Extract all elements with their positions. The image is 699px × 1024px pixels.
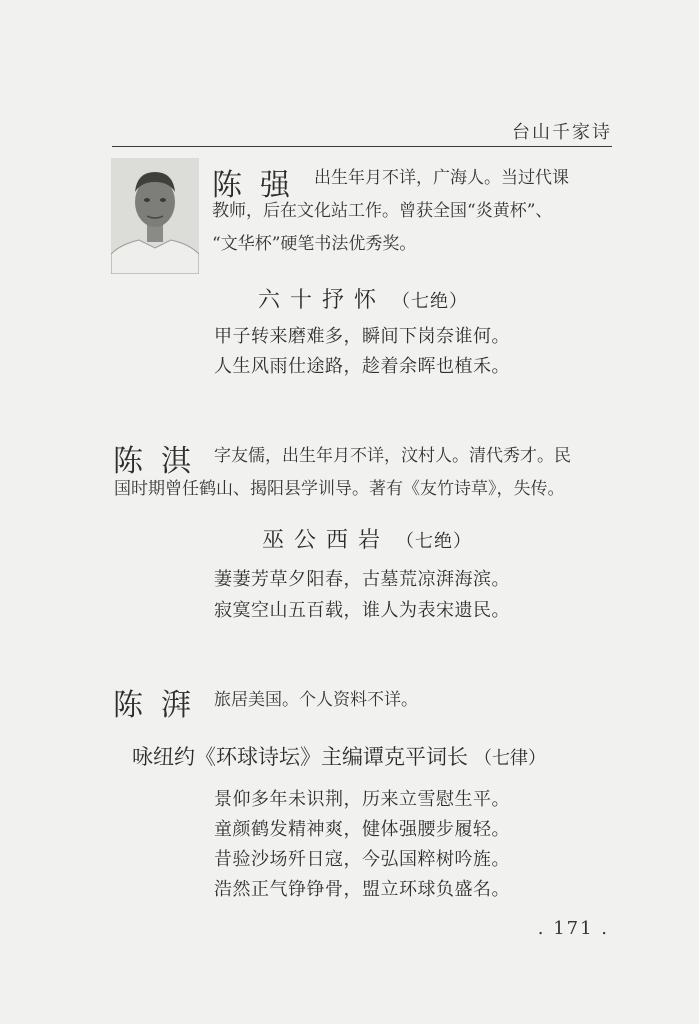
poem-form: （七绝） — [396, 531, 473, 552]
page-number: . 171 . — [537, 918, 609, 939]
poem-line: 昔验沙场歼日寇，今弘国粹树吟旌。 — [214, 849, 510, 870]
author-bio-line: 出生年月不详，广海人。当过代课 — [314, 168, 569, 188]
poem-line: 甲子转来磨难多，瞬间下岗奈谁何。 — [214, 326, 510, 347]
poem-title — [258, 283, 468, 314]
author-portrait — [111, 158, 199, 274]
poem-title-text: 巫公西岩 — [262, 528, 391, 553]
author-name: 陈淇 — [113, 444, 209, 479]
poem-line: 浩然正气铮铮骨，盟立环球负盛名。 — [214, 879, 510, 900]
author-bio-line: 教师，后在文化站工作。曾获全国“炎黄杯”、 — [212, 201, 553, 221]
author-bio-line: 国时期曾任鹤山、揭阳县学训导。著有《友竹诗草》，失传。 — [114, 479, 565, 499]
header-rule — [112, 146, 612, 147]
poem-title — [262, 523, 472, 554]
author-bio-line: “文华杯”硬笔书法优秀奖。 — [212, 234, 417, 254]
running-header-title: 台山千家诗 — [512, 122, 612, 143]
author-bio-line: 旅居美国。个人资料不详。 — [214, 690, 418, 710]
poem-line: 童颜鹤发精神爽，健体强腰步履轻。 — [214, 819, 510, 840]
author-bio-line: 字友儒，出生年月不详，汶村人。清代秀才。民 — [214, 446, 571, 466]
poem-title-text: 六十抒怀 — [258, 288, 387, 313]
poem-form: （七律） — [474, 748, 546, 769]
poem-line: 人生风雨仕途路，趁着余晖也植禾。 — [214, 356, 510, 377]
author-name: 陈强 — [212, 168, 308, 203]
poem-line: 景仰多年未识荆，历来立雪慰生平。 — [214, 789, 510, 810]
poem-title — [132, 741, 546, 771]
poem-form: （七绝） — [392, 291, 469, 312]
poem-line: 寂寞空山五百载，谁人为表宋遗民。 — [214, 600, 510, 621]
author-name: 陈湃 — [113, 688, 209, 723]
poem-line: 萋萋芳草夕阳春，古墓荒凉湃海滨。 — [214, 569, 510, 590]
poem-title-text: 咏纽约《环球诗坛》主编谭克平词长 — [132, 745, 468, 769]
